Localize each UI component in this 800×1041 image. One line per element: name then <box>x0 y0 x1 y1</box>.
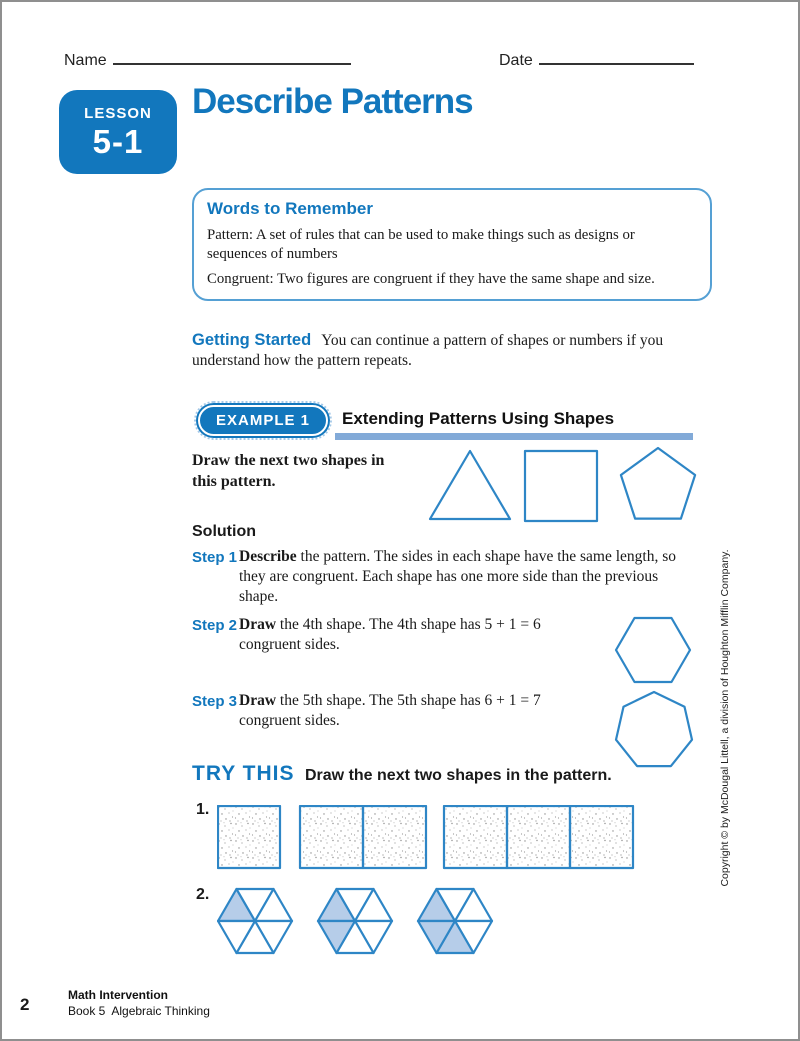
example-1-badge: EXAMPLE 1 <box>198 405 328 436</box>
step-3-label: Step 3 <box>192 693 238 710</box>
square-group-2a <box>300 806 363 868</box>
step-3-lead: Draw <box>239 692 277 709</box>
date-label: Date <box>499 52 533 69</box>
footer-series: Math Intervention <box>68 988 169 1002</box>
name-label: Name <box>64 52 107 69</box>
solution-heading: Solution <box>192 523 256 540</box>
pentagon-shape <box>614 445 702 523</box>
hexagon-shape <box>614 614 692 686</box>
lesson-badge <box>59 90 177 174</box>
square-group-3c <box>570 806 633 868</box>
step-2-rest: the 4th shape. The 4th shape has 5 + 1 = 6 congruent sides. <box>239 616 541 653</box>
getting-started-text: You can continue a pattern of shapes or numbers if you understand how the pattern repeats. <box>192 332 664 370</box>
exercise-1-square-pattern[interactable] <box>217 805 637 871</box>
step-2-lead: Draw <box>239 616 277 633</box>
step-2-text <box>239 615 551 655</box>
divided-hexagon-2 <box>318 889 392 953</box>
square-group-2b <box>363 806 426 868</box>
step-1-label: Step 1 <box>192 549 238 566</box>
words-to-remember-heading: Words to Remember <box>207 199 373 218</box>
definition-congruent: Congruent: Two figures are congruent if they have the same shape and size. <box>207 270 655 287</box>
step-2-label: Step 2 <box>192 617 238 634</box>
exercise-1-number: 1. <box>196 801 210 818</box>
copyright-notice: Copyright © by McDougal Littell, a division of Houghton Mifflin Company. <box>719 549 731 887</box>
getting-started-label: Getting Started <box>192 331 312 349</box>
example-heading-rule <box>335 433 693 440</box>
footer-book: Book 5 Algebraic Thinking <box>68 1003 210 1018</box>
date-blank-line[interactable] <box>539 48 694 65</box>
page-title: Describe Patterns <box>192 82 473 121</box>
square-group-1 <box>218 806 280 868</box>
example-heading: Extending Patterns Using Shapes <box>342 409 615 428</box>
divided-hexagon-1 <box>218 889 292 953</box>
example-prompt: Draw the next two shapes in this pattern. <box>192 452 385 490</box>
try-this-label: TRY THIS <box>192 762 295 785</box>
step-1-text <box>239 547 694 606</box>
step-1-lead: Describe <box>239 548 297 565</box>
footer-text <box>68 988 210 1019</box>
lesson-badge-label: LESSON <box>84 105 152 122</box>
triangle-shape <box>426 447 514 523</box>
exercise-2-number: 2. <box>196 886 210 903</box>
square-shape <box>523 449 599 523</box>
definition-pattern: Pattern: A set of rules that can be used to make things such as designs or sequences of numbers <box>207 227 635 262</box>
square-group-3b <box>507 806 570 868</box>
date-field <box>499 48 694 70</box>
square-group-3a <box>444 806 507 868</box>
divided-hexagon-3 <box>418 889 492 953</box>
page-number: 2 <box>20 995 30 1014</box>
name-blank-line[interactable] <box>113 48 351 65</box>
step-3-rest: the 5th shape. The 5th shape has 6 + 1 = 7 congruent sides. <box>239 692 541 729</box>
exercise-2-hexagon-pattern[interactable] <box>217 887 495 955</box>
getting-started-paragraph <box>192 330 720 372</box>
lesson-badge-number: 5-1 <box>92 123 144 160</box>
words-to-remember-box <box>192 188 712 301</box>
step-1-rest: the pattern. The sides in each shape have the same length, so they are congruent. Each shape has one more side than the previous shape. <box>239 548 677 605</box>
name-field <box>64 48 351 70</box>
heptagon-shape <box>612 690 696 772</box>
try-this-prompt: Draw the next two shapes in the pattern. <box>305 767 612 784</box>
step-3-text <box>239 691 551 731</box>
